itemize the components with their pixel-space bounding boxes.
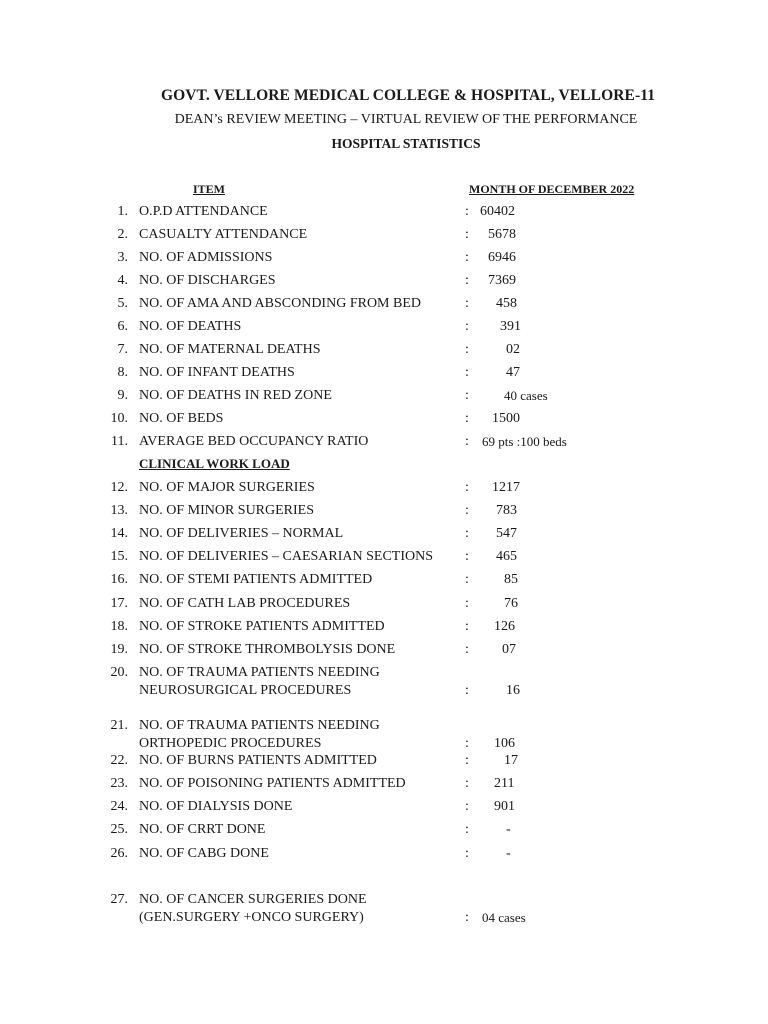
row-label: NO. OF INFANT DEATHS — [139, 365, 295, 380]
row-label-continued: (GEN.SURGERY +ONCO SURGERY) — [139, 910, 364, 925]
row-label: NO. OF DIALYSIS DONE — [139, 799, 293, 814]
row-label: NO. OF ADMISSIONS — [139, 250, 273, 265]
row-value: 02 — [506, 342, 520, 357]
row-number: 3. — [117, 250, 128, 265]
row-value: 40 cases — [504, 388, 548, 403]
clinical-work-load-heading: CLINICAL WORK LOAD — [139, 456, 290, 471]
row-separator: : — [465, 799, 469, 814]
row-label: NO. OF AMA AND ABSCONDING FROM BED — [139, 296, 421, 311]
row-separator: : — [465, 549, 469, 564]
row-separator: : — [465, 319, 469, 334]
row-value: 7369 — [488, 273, 516, 288]
table-row — [0, 618, 768, 638]
row-separator: : — [465, 572, 469, 587]
row-label: NO. OF DISCHARGES — [139, 273, 276, 288]
row-number: 25. — [110, 822, 128, 837]
table-row — [0, 821, 768, 841]
table-row — [0, 548, 768, 568]
row-number: 21. — [110, 718, 128, 733]
table-row — [0, 891, 768, 925]
row-number: 14. — [110, 526, 128, 541]
table-row — [0, 845, 768, 865]
row-label: NO. OF TRAUMA PATIENTS NEEDING — [139, 665, 380, 680]
document-subtitle: DEAN’s REVIEW MEETING – VIRTUAL REVIEW OF THE PERFORMANCE — [174, 112, 638, 127]
table-row — [0, 775, 768, 795]
row-number: 15. — [110, 549, 128, 564]
table-row — [0, 226, 768, 246]
row-label: NO. OF POISONING PATIENTS ADMITTED — [139, 776, 406, 791]
row-separator: : — [465, 250, 469, 265]
row-separator: : — [465, 342, 469, 357]
row-value: 391 — [500, 319, 521, 334]
row-number: 8. — [117, 365, 128, 380]
row-separator: : — [465, 526, 469, 541]
row-value: 76 — [504, 596, 518, 611]
table-row — [0, 502, 768, 522]
row-number: 5. — [117, 296, 128, 311]
row-value: 547 — [496, 526, 517, 541]
table-row — [0, 433, 768, 453]
row-number: 10. — [110, 411, 128, 426]
row-number: 18. — [110, 619, 128, 634]
row-label-continued: ORTHOPEDIC PROCEDURES — [139, 736, 322, 751]
table-row — [0, 798, 768, 818]
table-row — [0, 479, 768, 499]
row-separator: : — [465, 480, 469, 495]
row-separator: : — [465, 388, 469, 403]
table-row — [0, 571, 768, 591]
row-label: CASUALTY ATTENDANCE — [139, 227, 308, 242]
row-separator: : — [465, 273, 469, 288]
row-number: 1. — [117, 204, 128, 219]
row-separator: : — [465, 642, 469, 657]
table-row — [0, 295, 768, 315]
row-number: 9. — [117, 388, 128, 403]
table-row — [0, 752, 768, 772]
row-value: 126 — [494, 619, 515, 634]
row-separator: : — [465, 296, 469, 311]
row-label: NO. OF BEDS — [139, 411, 224, 426]
row-separator: : — [465, 822, 469, 837]
row-value: 85 — [504, 572, 518, 587]
table-row — [0, 595, 768, 615]
row-label: NO. OF CRRT DONE — [139, 822, 266, 837]
document-title: GOVT. VELLORE MEDICAL COLLEGE & HOSPITAL, VELLORE-11 — [160, 87, 656, 104]
row-value: 211 — [494, 776, 515, 791]
row-separator: : — [465, 846, 469, 861]
row-separator: : — [465, 596, 469, 611]
row-value: 458 — [496, 296, 517, 311]
row-separator: : — [465, 910, 469, 925]
row-number: 4. — [117, 273, 128, 288]
row-number: 6. — [117, 319, 128, 334]
row-number: 13. — [110, 503, 128, 518]
row-label: NO. OF STROKE PATIENTS ADMITTED — [139, 619, 385, 634]
row-value: 69 pts :100 beds — [482, 434, 567, 449]
table-row — [0, 664, 768, 698]
row-number: 19. — [110, 642, 128, 657]
row-number: 22. — [110, 753, 128, 768]
row-label: NO. OF DEATHS IN RED ZONE — [139, 388, 332, 403]
row-value: - — [506, 846, 511, 861]
row-separator: : — [465, 736, 469, 751]
table-row — [0, 387, 768, 407]
row-value: 47 — [506, 365, 520, 380]
row-value: - — [506, 822, 511, 837]
row-label: NO. OF DELIVERIES – CAESARIAN SECTIONS — [139, 549, 434, 564]
row-value: 07 — [502, 642, 516, 657]
row-separator: : — [465, 683, 469, 698]
section-title: HOSPITAL STATISTICS — [331, 136, 481, 151]
row-label: NO. OF DEATHS — [139, 319, 242, 334]
row-label: NO. OF MAJOR SURGERIES — [139, 480, 315, 495]
row-number: 26. — [110, 846, 128, 861]
row-label: NO. OF MINOR SURGERIES — [139, 503, 315, 518]
row-number: 27. — [110, 892, 128, 907]
table-row — [0, 318, 768, 338]
row-label: NO. OF DELIVERIES – NORMAL — [139, 526, 344, 541]
table-row — [0, 341, 768, 361]
row-value: 5678 — [488, 227, 516, 242]
row-value: 1217 — [492, 480, 520, 495]
row-value: 465 — [496, 549, 517, 564]
row-value: 783 — [496, 503, 517, 518]
row-number: 7. — [117, 342, 128, 357]
row-separator: : — [465, 503, 469, 518]
row-label: NO. OF BURNS PATIENTS ADMITTED — [139, 753, 377, 768]
row-separator: : — [465, 204, 469, 219]
row-label: NO. OF STEMI PATIENTS ADMITTED — [139, 572, 373, 587]
row-number: 2. — [117, 227, 128, 242]
row-number: 11. — [111, 434, 128, 449]
row-number: 24. — [110, 799, 128, 814]
row-value: 901 — [494, 799, 515, 814]
table-row — [0, 272, 768, 292]
row-separator: : — [465, 753, 469, 768]
row-label: NO. OF CANCER SURGERIES DONE — [139, 892, 367, 907]
row-label: AVERAGE BED OCCUPANCY RATIO — [139, 434, 369, 449]
row-value: 60402 — [480, 204, 515, 219]
row-value: 106 — [494, 736, 515, 751]
table-row — [0, 249, 768, 269]
row-number: 17. — [110, 596, 128, 611]
table-row — [0, 203, 768, 223]
row-separator: : — [465, 411, 469, 426]
row-label: NO. OF MATERNAL DEATHS — [139, 342, 321, 357]
table-row — [0, 717, 768, 751]
row-value: 16 — [506, 683, 520, 698]
column-header-item: ITEM — [193, 182, 226, 196]
row-label: NO. OF CABG DONE — [139, 846, 269, 861]
row-separator: : — [465, 365, 469, 380]
row-separator: : — [465, 434, 469, 449]
row-separator: : — [465, 619, 469, 634]
row-separator: : — [465, 776, 469, 791]
row-number: 23. — [110, 776, 128, 791]
row-separator: : — [465, 227, 469, 242]
row-label: NO. OF CATH LAB PROCEDURES — [139, 596, 351, 611]
row-number: 16. — [110, 572, 128, 587]
column-header-month: MONTH OF DECEMBER 2022 — [469, 182, 635, 196]
table-row — [0, 364, 768, 384]
row-number: 20. — [110, 665, 128, 680]
row-value: 1500 — [492, 411, 520, 426]
row-value: 6946 — [488, 250, 516, 265]
table-row — [0, 525, 768, 545]
row-value: 04 cases — [482, 910, 526, 925]
row-number: 12. — [110, 480, 128, 495]
row-label: O.P.D ATTENDANCE — [139, 204, 268, 219]
row-label-continued: NEUROSURGICAL PROCEDURES — [139, 683, 352, 698]
table-row — [0, 641, 768, 661]
row-label: NO. OF TRAUMA PATIENTS NEEDING — [139, 718, 380, 733]
row-value: 17 — [504, 753, 518, 768]
row-label: NO. OF STROKE THROMBOLYSIS DONE — [139, 642, 396, 657]
table-row — [0, 410, 768, 430]
